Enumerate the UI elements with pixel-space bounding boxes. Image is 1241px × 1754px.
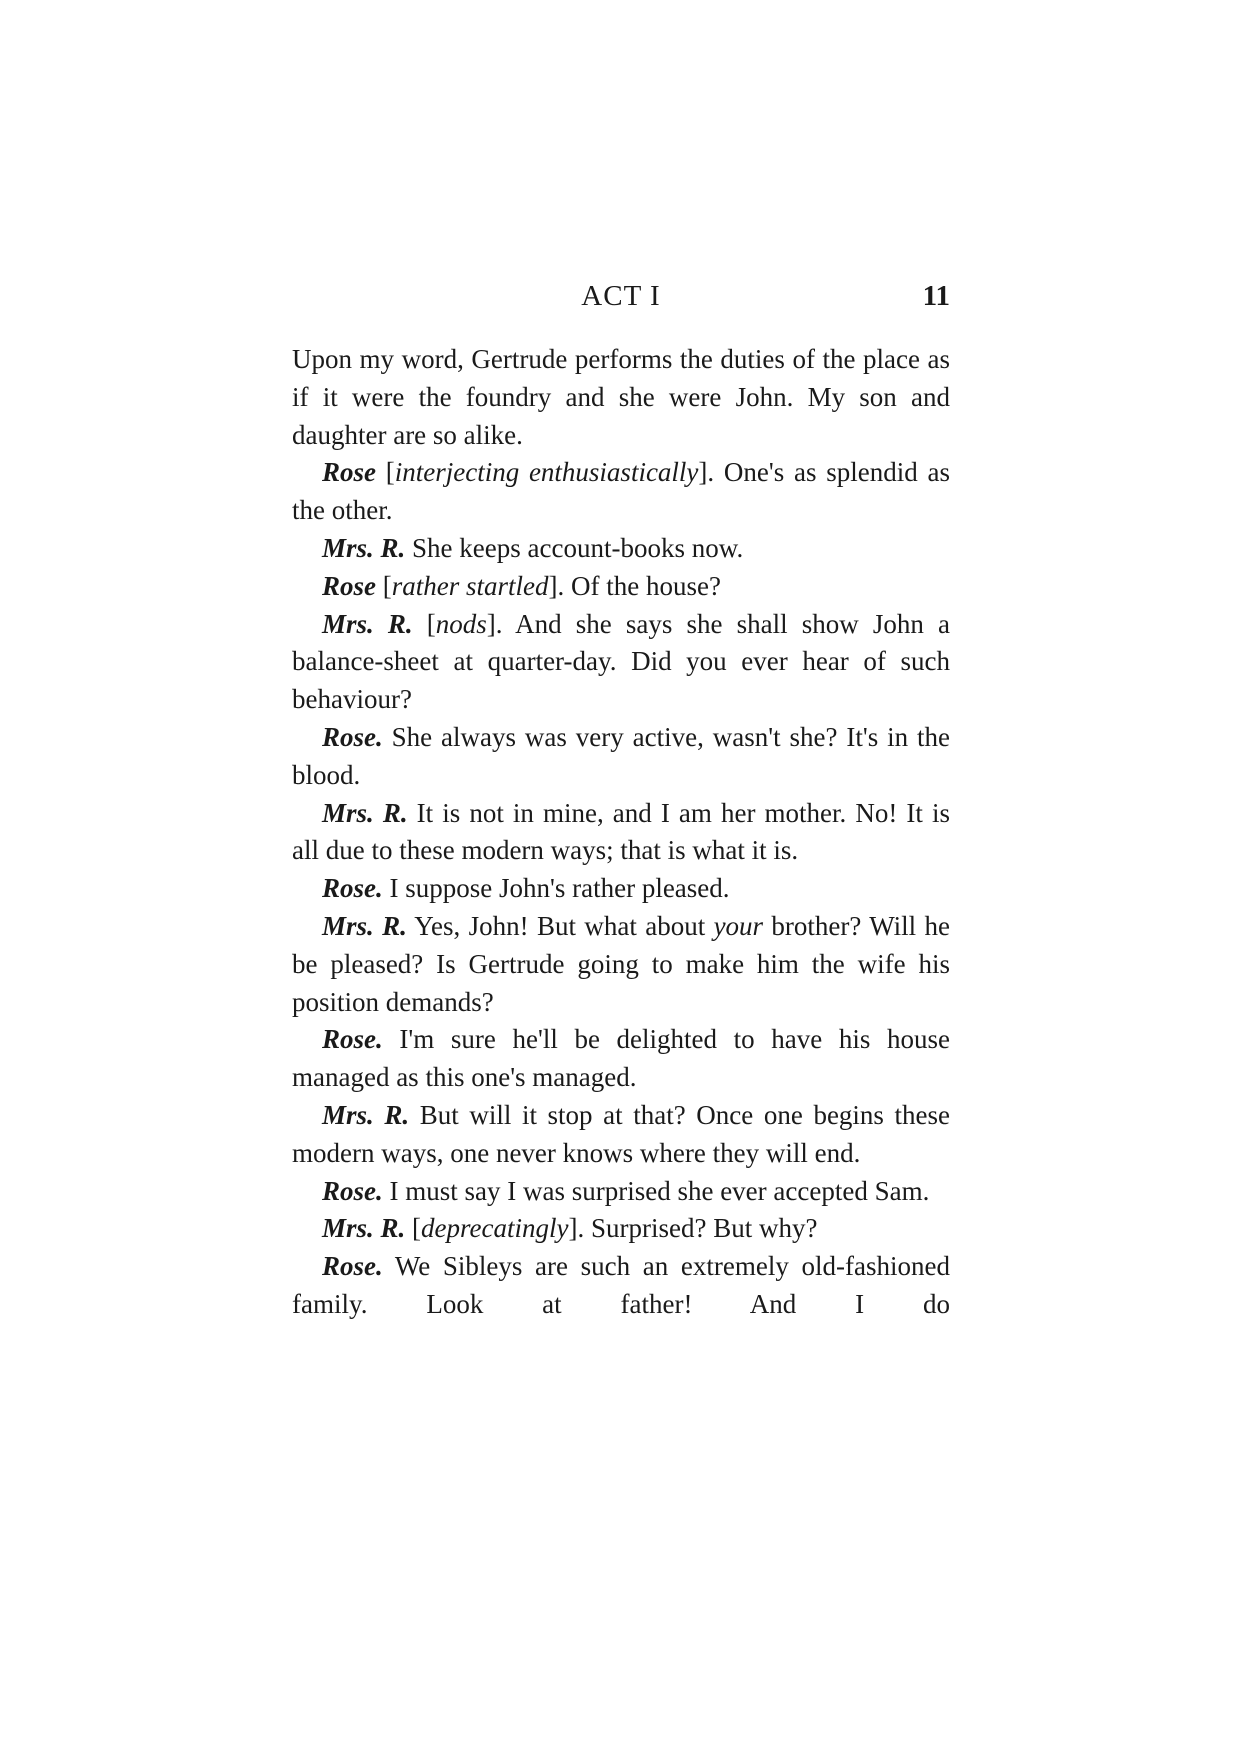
act-title: ACT I [581,280,661,312]
dialogue-text: Yes, John! But what about [406,910,714,941]
speaker-name: Rose. [322,721,383,752]
dialogue-line [292,870,950,908]
dialogue-text: One's as splendid as the other. [292,457,950,526]
speaker-name: Mrs. R. [322,910,407,941]
emphasized-word: your [713,910,764,941]
dialogue-line [292,454,950,530]
speaker-name: Mrs. R. [322,797,408,828]
speaker-name: Rose. [322,1251,383,1282]
speaker-name: Rose. [322,1175,383,1206]
speaker-name: Rose [322,457,376,488]
dialogue-text: Of the house? [564,570,721,601]
page-number: 11 [922,280,950,312]
stage-direction: deprecatingly [421,1213,569,1244]
bracket-close: ]. [548,570,565,601]
dialogue-line [292,606,950,719]
bracket-open: [ [376,570,392,601]
dialogue-text: Upon my word, Gertrude performs the duties of the place as if it were the foundry and she were John. My son and daughter are so alike. [292,344,950,450]
stage-direction: interjecting enthusiastically [394,457,699,488]
bracket-open: [ [376,457,395,488]
dialogue-text: I must say I was surprised she ever accepted Sam. [382,1175,930,1206]
speaker-name: Mrs. R. [322,532,406,563]
bracket-open: [ [412,608,436,639]
dialogue-line [292,1021,950,1097]
dialogue-text: brother? Will he be pleased? Is Gertrude going to make him the wife his position demands? [292,910,950,1017]
dialogue-line [292,1173,950,1211]
bracket-open: [ [405,1213,422,1244]
running-header [292,276,950,316]
speaker-name: Rose. [322,873,383,904]
dialogue-text: I'm sure he'll be delighted to have his house managed as this one's managed. [292,1024,950,1093]
dialogue-text: She keeps account-books now. [405,532,744,563]
dialogue-text: She always was very active, wasn't she? It's in the blood. [292,721,950,790]
dialogue-line [292,795,950,871]
speaker-name: Mrs. R. [322,1099,410,1130]
dialogue-text: I suppose John's rather pleased. [382,873,730,904]
speaker-name: Rose. [322,1024,383,1055]
dialogue-text: And she says she shall show John a balance-sheet at quarter-day. Did you ever hear of such behaviour? [292,608,951,715]
dialogue-line [292,908,950,1021]
dialogue-text: We Sibleys are such an extremely old-fashioned family. Look at father! And I do [292,1251,950,1319]
bracket-close: ]. [568,1213,585,1244]
speaker-name: Mrs. R. [322,1213,406,1244]
dialogue-continuation [292,341,950,454]
stage-direction: nods [435,608,487,639]
bracket-close: ]. [698,457,715,488]
speaker-name: Rose [322,570,376,601]
dialogue-line [292,719,950,795]
bracket-close: ]. [486,608,503,639]
dialogue-text: It is not in mine, and I am her mother. No! It is all due to these modern ways; that is what it is. [292,797,951,866]
stage-direction: rather startled [391,570,549,601]
dialogue-text: But will it stop at that? Once one begins these modern ways, one never knows where they will end. [292,1099,951,1168]
dialogue-line [292,568,950,606]
dialogue-line [292,1248,950,1324]
dialogue-line [292,530,950,568]
dialogue-line [292,1210,950,1248]
play-text [292,341,950,1324]
dialogue-text: Surprised? But why? [584,1213,818,1244]
speaker-name: Mrs. R. [322,608,413,639]
dialogue-line [292,1097,950,1173]
